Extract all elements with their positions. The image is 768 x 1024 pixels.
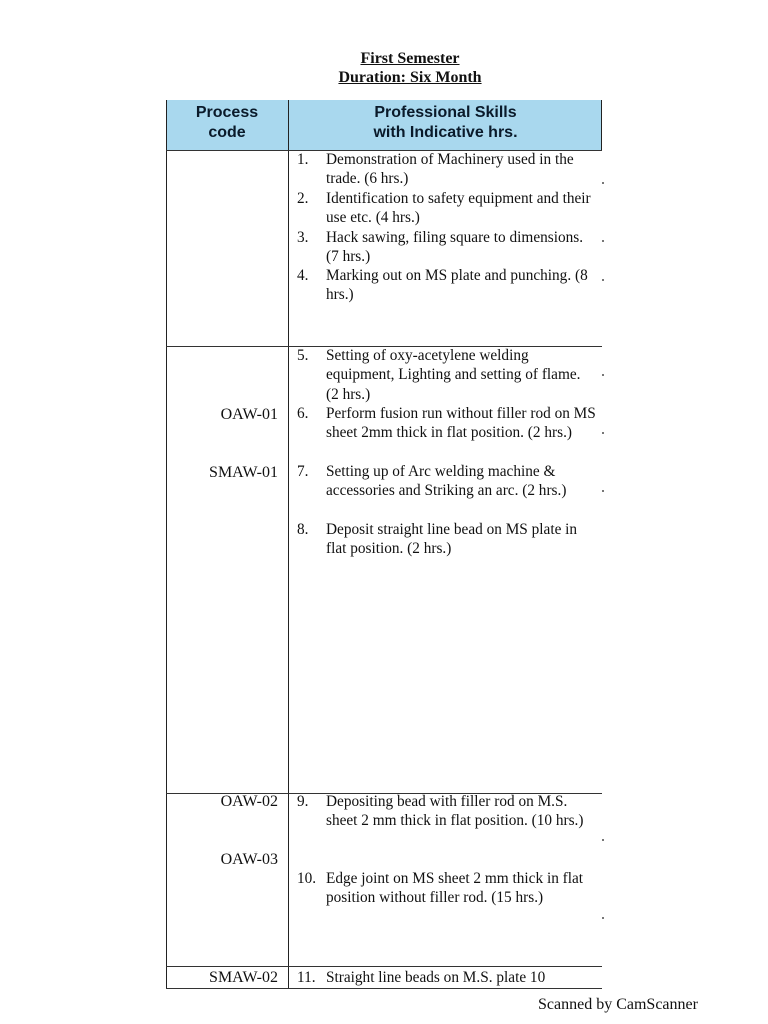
process-code: SMAW-02 [209, 969, 278, 986]
skill-item [297, 968, 597, 987]
scan-artifact [602, 279, 604, 281]
item-text: Perform fusion run without filler rod on MS sheet 2mm thick in flat position. (2 hrs.) [326, 405, 596, 442]
item-text: Hack sawing, filing square to dimensions. (7 hrs.) [326, 229, 584, 266]
scan-artifact [602, 432, 604, 434]
header-professional-skills: Professional Skills with Indicative hrs. [373, 104, 518, 141]
skill-item [297, 792, 597, 831]
item-text: Setting up of Arc welding machine & accessories and Striking an arc. (2 hrs.) [326, 463, 567, 500]
skill-item [297, 150, 597, 189]
scan-artifact [602, 374, 604, 376]
skill-item [297, 346, 597, 404]
skills-table [166, 100, 602, 989]
scan-artifact [602, 490, 604, 492]
skill-item [297, 189, 597, 228]
item-text: Identification to safety equipment and their use etc. (4 hrs.) [326, 190, 591, 227]
item-number: 4. [297, 267, 309, 284]
item-number: 9. [297, 793, 309, 810]
row-divider [166, 988, 602, 989]
scan-artifact [602, 240, 604, 242]
process-code: OAW-03 [220, 851, 278, 868]
item-number: 11. [297, 969, 316, 986]
header-process-code: Process code [195, 104, 259, 141]
process-code: OAW-01 [220, 406, 278, 423]
process-code: OAW-02 [220, 793, 278, 810]
item-number: 3. [297, 229, 309, 246]
skill-item [297, 520, 597, 559]
column-divider [288, 100, 289, 989]
table-border-left [166, 100, 167, 989]
item-number: 6. [297, 405, 309, 422]
item-text: Straight line beads on M.S. plate 10 [326, 969, 546, 986]
process-code: SMAW-01 [209, 464, 278, 481]
item-text: Demonstration of Machinery used in the trade. (6 hrs.) [326, 151, 574, 188]
page-title: First Semester [360, 50, 460, 67]
skill-item [297, 228, 597, 267]
skill-item [297, 266, 597, 305]
item-number: 2. [297, 190, 309, 207]
item-text: Deposit straight line bead on MS plate in flat position. (2 hrs.) [326, 521, 578, 558]
duration-heading: Duration: Six Month [338, 69, 482, 86]
scan-artifact [602, 182, 604, 184]
row-divider [166, 966, 602, 967]
scan-artifact [602, 839, 604, 841]
skill-item [297, 404, 597, 443]
item-text: Depositing bead with filler rod on M.S. sheet 2 mm thick in flat position. (10 hrs.) [326, 793, 584, 830]
item-number: 10. [297, 870, 317, 887]
skill-item [297, 462, 597, 501]
item-number: 7. [297, 463, 309, 480]
item-text: Edge joint on MS sheet 2 mm thick in flat position without filler rod. (15 hrs.) [326, 870, 584, 907]
item-text: Marking out on MS plate and punching. (8 hrs.) [326, 267, 588, 304]
scan-artifact [602, 917, 604, 919]
item-text: Setting of oxy-acetylene welding equipment, Lighting and setting of flame. (2 hrs.) [326, 347, 581, 403]
scanner-watermark: Scanned by CamScanner [538, 996, 698, 1013]
table-border-right [601, 100, 602, 150]
item-number: 1. [297, 151, 309, 168]
item-number: 8. [297, 521, 309, 538]
skill-item [297, 869, 597, 908]
item-number: 5. [297, 347, 309, 364]
